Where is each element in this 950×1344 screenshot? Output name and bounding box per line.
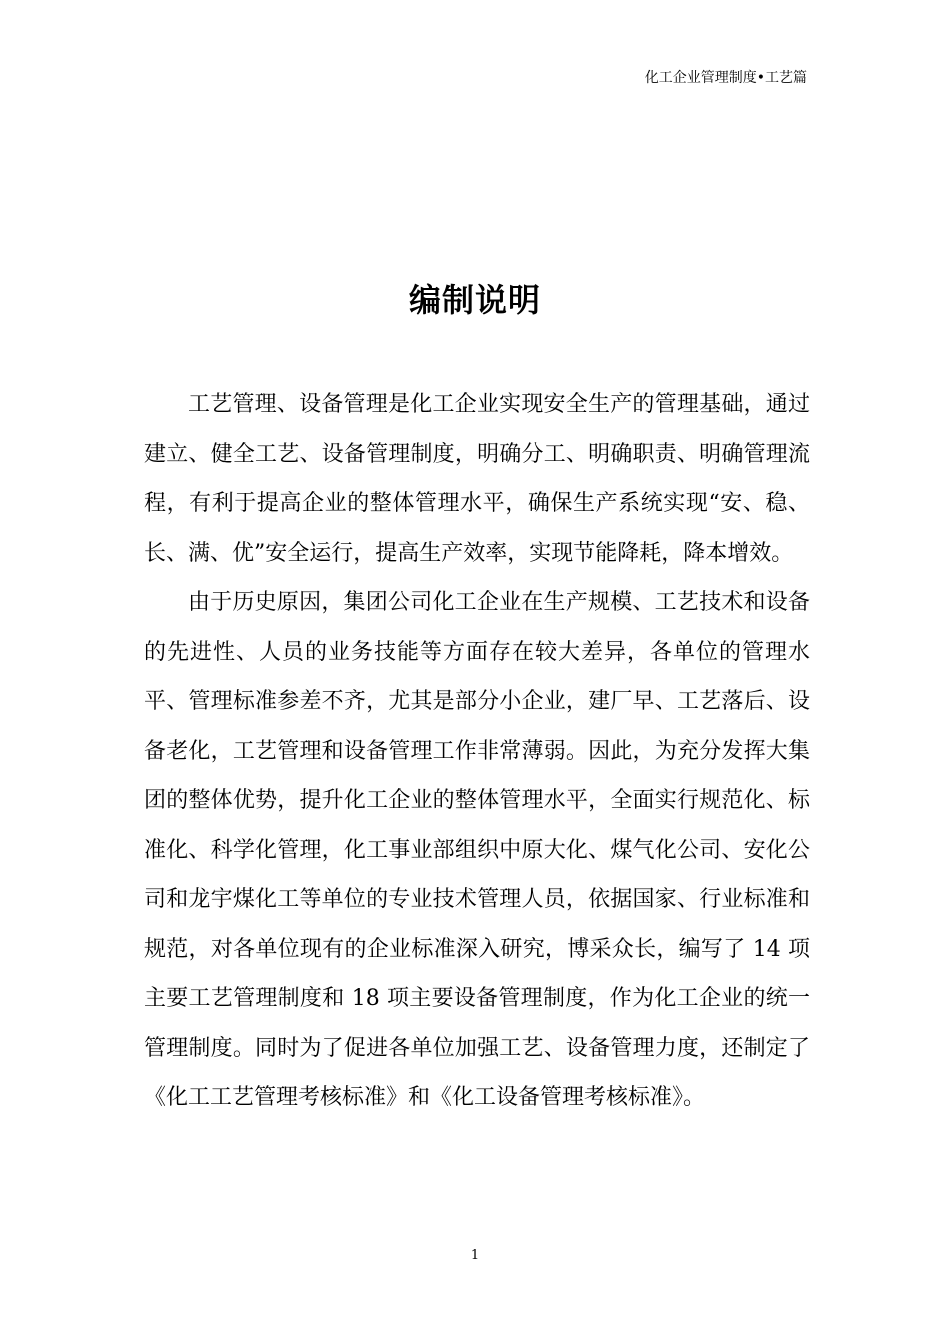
- paragraph-background: 由于历史原因，集团公司化工企业在生产规模、工艺技术和设备的先进性、人员的业务技能等方面存在较大差异，各单位的管理水平、管理标准参差不齐，尤其是部分小企业，建厂早、工艺落后、设备老化，工艺管理和设备管理工作非常薄弱。因此，为充分发挥大集团的整体优势，提升化工企业的整体管理水平，全面实行规范化、标准化、科学化管理，化工事业部组织中原大化、煤气化公司、安化公司和龙宇煤化工等单位的专业技术管理人员，依据国家、行业标准和规范，对各单位现有的企业标准深入研究，博采众长，编写了 14 项主要工艺管理制度和 18 项主要设备管理制度，作为化工企业的统一管理制度。同时为了促进各单位加强工艺、设备管理力度，还制定了《化工工艺管理考核标准》和《化工设备管理考核标准》。: [144, 590, 810, 1110]
- running-header: 化工企业管理制度•工艺篇: [644, 70, 807, 86]
- paragraph-intro: 工艺管理、设备管理是化工企业实现安全生产的管理基础，通过建立、健全工艺、设备管理制度，明确分工、明确职责、明确管理流程，有利于提高企业的整体管理水平，确保生产系统实现“安、稳、长、满、优”安全运行，提高生产效率，实现节能降耗，降本增效。: [144, 392, 810, 566]
- page-number: 1: [470, 1248, 480, 1263]
- body-text: [144, 380, 810, 1123]
- page-title: 编制说明: [408, 281, 541, 319]
